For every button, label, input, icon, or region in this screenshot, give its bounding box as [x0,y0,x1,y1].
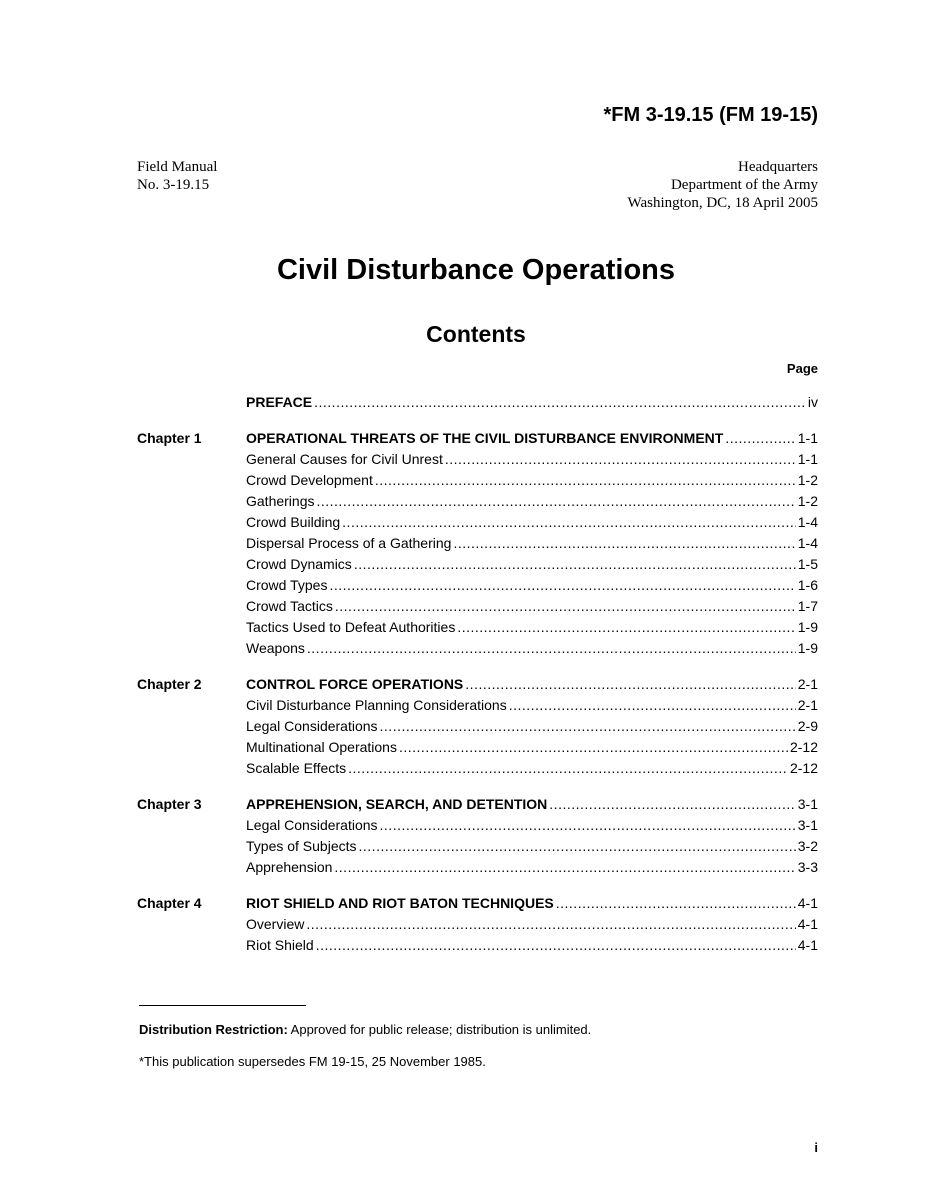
toc-section-row[interactable] [0,695,926,716]
toc-entry-title: Crowd Tactics [246,598,333,614]
dot-leader [375,472,796,488]
toc-entry [246,937,818,953]
toc-entry-title: Crowd Building [246,514,341,530]
toc-entry-title: APPREHENSION, SEARCH, AND DETENTION [246,796,548,812]
dot-leader [314,394,806,410]
toc-chapter-row[interactable] [0,674,926,695]
toc-section-row[interactable] [0,935,926,956]
chapter-label: Chapter 3 [137,796,202,812]
toc-entry [246,430,818,446]
toc-section-row[interactable] [0,914,926,935]
toc-entry [246,598,818,614]
distribution-restriction [139,1022,591,1037]
authority-line: Department of the Army [670,177,818,193]
manual-line: Field Manual [137,159,218,175]
toc-page-number: 2-12 [789,739,818,755]
toc-entry [246,796,818,812]
toc-chapter-row[interactable] [0,893,926,914]
page-column-label: Page [786,361,818,376]
toc-entry-title: Types of Subjects [246,838,357,854]
toc-section-row[interactable] [0,716,926,737]
footnote-rule [139,1005,306,1006]
toc-section-row[interactable] [0,491,926,512]
toc-entry [246,916,818,932]
dot-leader [329,577,795,593]
manual-line: No. 3-19.15 [137,177,210,193]
toc-page-number: 4-1 [797,895,818,911]
chapter-label: Chapter 2 [137,676,202,692]
toc-section-row[interactable] [0,554,926,575]
toc-entry [246,760,818,776]
toc-page-number: 2-12 [789,760,818,776]
toc-entry [246,718,818,734]
authority-line: Washington, DC, 18 April 2005 [627,195,818,211]
toc-entry-title: Crowd Types [246,577,328,593]
dot-leader [307,640,796,656]
toc-page-number: iv [807,394,818,410]
toc-section-row[interactable] [0,737,926,758]
toc-page-number: 4-1 [797,937,818,953]
toc-page-number: 1-2 [797,472,818,488]
toc-section-row[interactable] [0,470,926,491]
dot-leader [465,676,795,692]
dot-leader [316,937,796,953]
document-title: Civil Disturbance Operations [276,254,676,286]
toc-entry-title: RIOT SHIELD AND RIOT BATON TECHNIQUES [246,895,554,911]
toc-section-row[interactable] [0,596,926,617]
toc-entry-title: OPERATIONAL THREATS OF THE CIVIL DISTURBANCE ENVIRONMENT [246,430,724,446]
toc-entry-title: CONTROL FORCE OPERATIONS [246,676,464,692]
distribution-label: Distribution Restriction: [139,1022,288,1037]
toc-page-number: 2-1 [797,697,818,713]
toc-entry [246,676,818,692]
publication-id: *FM 3-19.15 (FM 19-15) [603,104,818,126]
toc-page-number: 3-1 [797,817,818,833]
toc-entry-title: Legal Considerations [246,718,378,734]
toc-entry [246,556,818,572]
toc-entry [246,493,818,509]
toc-page-number: 3-3 [797,859,818,875]
toc-section-row[interactable] [0,857,926,878]
toc-entry [246,535,818,551]
dot-leader [354,556,796,572]
dot-leader [380,718,796,734]
toc-entry [246,739,818,755]
toc-page-number: 2-1 [797,676,818,692]
supersedes-note: *This publication supersedes FM 19-15, 25 November 1985. [139,1054,486,1069]
toc-section-row[interactable] [0,617,926,638]
toc-page-number: 3-1 [797,796,818,812]
toc-page-number: 2-9 [797,718,818,734]
toc-entry-title: Weapons [246,640,305,656]
dot-leader [457,619,795,635]
toc-entry-title: Overview [246,916,305,932]
toc-spacer [0,413,926,428]
chapter-label: Chapter 4 [137,895,202,911]
toc-page-number: 3-2 [797,838,818,854]
toc-entry-title: Dispersal Process of a Gathering [246,535,452,551]
dot-leader [399,739,788,755]
toc-entry-title: General Causes for Civil Unrest [246,451,443,467]
contents-heading: Contents [426,321,526,347]
dot-leader [334,859,795,875]
dot-leader [380,817,796,833]
toc-spacer [0,878,926,893]
dot-leader [509,697,796,713]
toc-entry [246,859,818,875]
table-of-contents [0,392,926,956]
toc-entry-title: PREFACE [246,394,313,410]
toc-entry [246,619,818,635]
manual-designation [137,158,217,194]
toc-page-number: 1-1 [797,451,818,467]
toc-section-row[interactable] [0,449,926,470]
toc-section-row[interactable] [0,836,926,857]
dot-leader [453,535,795,551]
toc-entry-title: Tactics Used to Defeat Authorities [246,619,456,635]
dot-leader [445,451,796,467]
toc-page-number: 1-5 [797,556,818,572]
toc-section-row[interactable] [0,533,926,554]
toc-page-number: 1-4 [797,535,818,551]
toc-page-number: 1-2 [797,493,818,509]
dot-leader [335,598,796,614]
distribution-text: Approved for public release; distribution is unlimited. [287,1022,592,1037]
toc-section-row[interactable] [0,512,926,533]
toc-page-number: 1-9 [797,640,818,656]
toc-entry-title: Riot Shield [246,937,314,953]
toc-chapter-row[interactable] [0,794,926,815]
toc-page-number: 1-1 [797,430,818,446]
toc-section-row[interactable] [0,575,926,596]
dot-leader [549,796,795,812]
chapter-label: Chapter 1 [137,430,202,446]
dot-leader [348,760,788,776]
toc-chapter-row[interactable] [0,428,926,449]
toc-section-row[interactable] [0,815,926,836]
toc-entry [246,838,818,854]
dot-leader [556,895,796,911]
toc-entry-title: Legal Considerations [246,817,378,833]
toc-preface-row[interactable] [0,392,926,413]
toc-section-row[interactable] [0,758,926,779]
toc-entry-title: Gatherings [246,493,315,509]
authority-line: Headquarters [738,159,818,175]
toc-entry-title: Crowd Dynamics [246,556,352,572]
toc-entry [246,514,818,530]
toc-page-number: 1-7 [797,598,818,614]
toc-entry [246,472,818,488]
toc-entry [246,697,818,713]
dot-leader [306,916,795,932]
toc-page-number: 4-1 [797,916,818,932]
toc-entry [246,817,818,833]
toc-page-number: 1-9 [797,619,818,635]
toc-spacer [0,779,926,794]
dot-leader [725,430,795,446]
issuing-authority [628,158,818,212]
dot-leader [342,514,796,530]
toc-entry-title: Civil Disturbance Planning Considerations [246,697,507,713]
dot-leader [359,838,796,854]
toc-spacer [0,659,926,674]
page-folio: i [814,1140,818,1155]
toc-entry [246,451,818,467]
dot-leader [316,493,795,509]
toc-entry-title: Scalable Effects [246,760,347,776]
toc-page-number: 1-4 [797,514,818,530]
toc-entry [246,895,818,911]
toc-section-row[interactable] [0,638,926,659]
toc-entry-title: Multinational Operations [246,739,397,755]
toc-entry [246,640,818,656]
toc-entry [246,577,818,593]
toc-page-number: 1-6 [797,577,818,593]
toc-entry-title: Crowd Development [246,472,373,488]
toc-entry-title: Apprehension [246,859,333,875]
